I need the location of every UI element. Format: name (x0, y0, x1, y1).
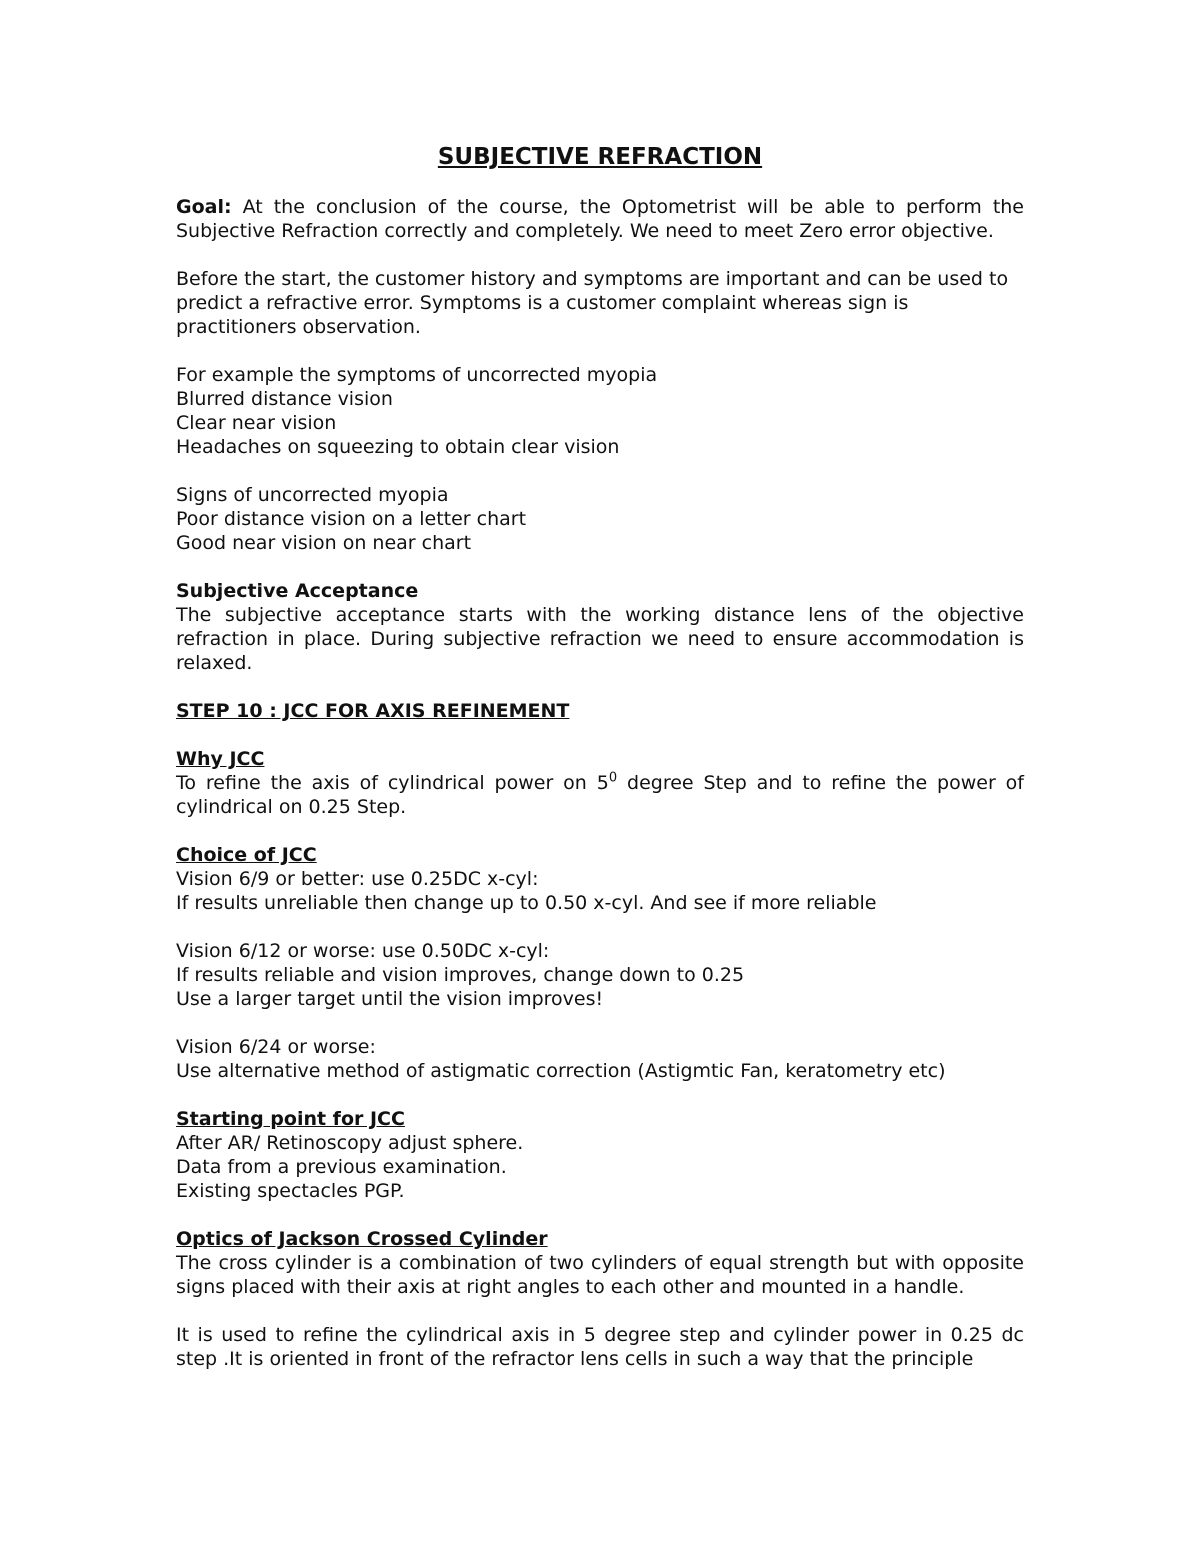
starting-point-section (176, 1107, 1024, 1203)
signs-line: Poor distance vision on a letter chart (176, 508, 527, 530)
choice-jcc-group2 (176, 939, 1024, 1011)
choice-line: Use a larger target until the vision improves! (176, 988, 604, 1010)
page-title: SUBJECTIVE REFRACTION (437, 144, 763, 170)
optics-text: The cross cylinder is a combination of two cylinders of equal strength but with opposite signs placed with their axis at right angles to each other and mounted in a handle. (176, 1252, 1024, 1298)
starting-point-heading: Starting point for JCC (176, 1108, 405, 1130)
choice-jcc-group3 (176, 1035, 1024, 1083)
choice-line: Vision 6/24 or worse: (176, 1036, 376, 1058)
signs-line: Signs of uncorrected myopia (176, 484, 449, 506)
symptoms-line: For example the symptoms of uncorrected myopia (176, 364, 658, 386)
goal-label: Goal: (176, 196, 232, 218)
choice-line: Vision 6/12 or worse: use 0.50DC x-cyl: (176, 940, 550, 962)
signs-list (176, 483, 1024, 555)
subjective-acceptance-text: The subjective acceptance starts with the working distance lens of the objective refraction in place. During subjective refraction we need to ensure accommodation is relaxed. (176, 604, 1024, 674)
intro-paragraph: Before the start, the customer history and symptoms are important and can be used to predict a refractive error. Symptoms is a customer complaint whereas sign is practitioners observation. (176, 268, 1009, 338)
optics-heading: Optics of Jackson Crossed Cylinder (176, 1228, 548, 1250)
starting-point-line: After AR/ Retinoscopy adjust sphere. (176, 1132, 524, 1154)
choice-line: If results reliable and vision improves, change down to 0.25 (176, 964, 745, 986)
why-jcc-heading: Why JCC (176, 748, 265, 770)
optics-paragraph-2: It is used to refine the cylindrical axis in 5 degree step and cylinder power in 0.25 dc step .It is oriented in front of the refractor lens cells in such a way that the principle (176, 1324, 1024, 1370)
optics-section (176, 1227, 1024, 1299)
subjective-acceptance-section (176, 579, 1024, 675)
document-page (176, 140, 1024, 1395)
choice-line: Vision 6/9 or better: use 0.25DC x-cyl: (176, 868, 539, 890)
why-jcc-text-after: degree Step and to refine the power of cylindrical on 0.25 Step. (176, 772, 1024, 818)
choice-jcc-section (176, 843, 1024, 915)
why-jcc-text-before: To refine the axis of cylindrical power on 5 (176, 772, 609, 794)
choice-jcc-heading: Choice of JCC (176, 844, 317, 866)
goal-paragraph (176, 195, 1024, 243)
symptoms-line: Headaches on squeezing to obtain clear vision (176, 436, 620, 458)
step10-section (176, 699, 1024, 723)
symptoms-line: Blurred distance vision (176, 388, 393, 410)
symptoms-list (176, 363, 1024, 459)
symptoms-line: Clear near vision (176, 412, 337, 434)
step10-heading: STEP 10 : JCC FOR AXIS REFINEMENT (176, 700, 570, 722)
starting-point-line: Data from a previous examination. (176, 1156, 507, 1178)
starting-point-line: Existing spectacles PGP. (176, 1180, 405, 1202)
subjective-acceptance-heading: Subjective Acceptance (176, 580, 419, 602)
goal-text: At the conclusion of the course, the Optometrist will be able to perform the Subjective Refraction correctly and completely. We need to meet Zero error objective. (176, 196, 1024, 242)
signs-line: Good near vision on near chart (176, 532, 472, 554)
degree-superscript: 0 (608, 770, 618, 786)
why-jcc-section (176, 747, 1024, 819)
choice-line: If results unreliable then change up to 0.50 x-cyl. And see if more reliable (176, 892, 877, 914)
choice-line: Use alternative method of astigmatic correction (Astigmtic Fan, keratometry etc) (176, 1060, 946, 1082)
